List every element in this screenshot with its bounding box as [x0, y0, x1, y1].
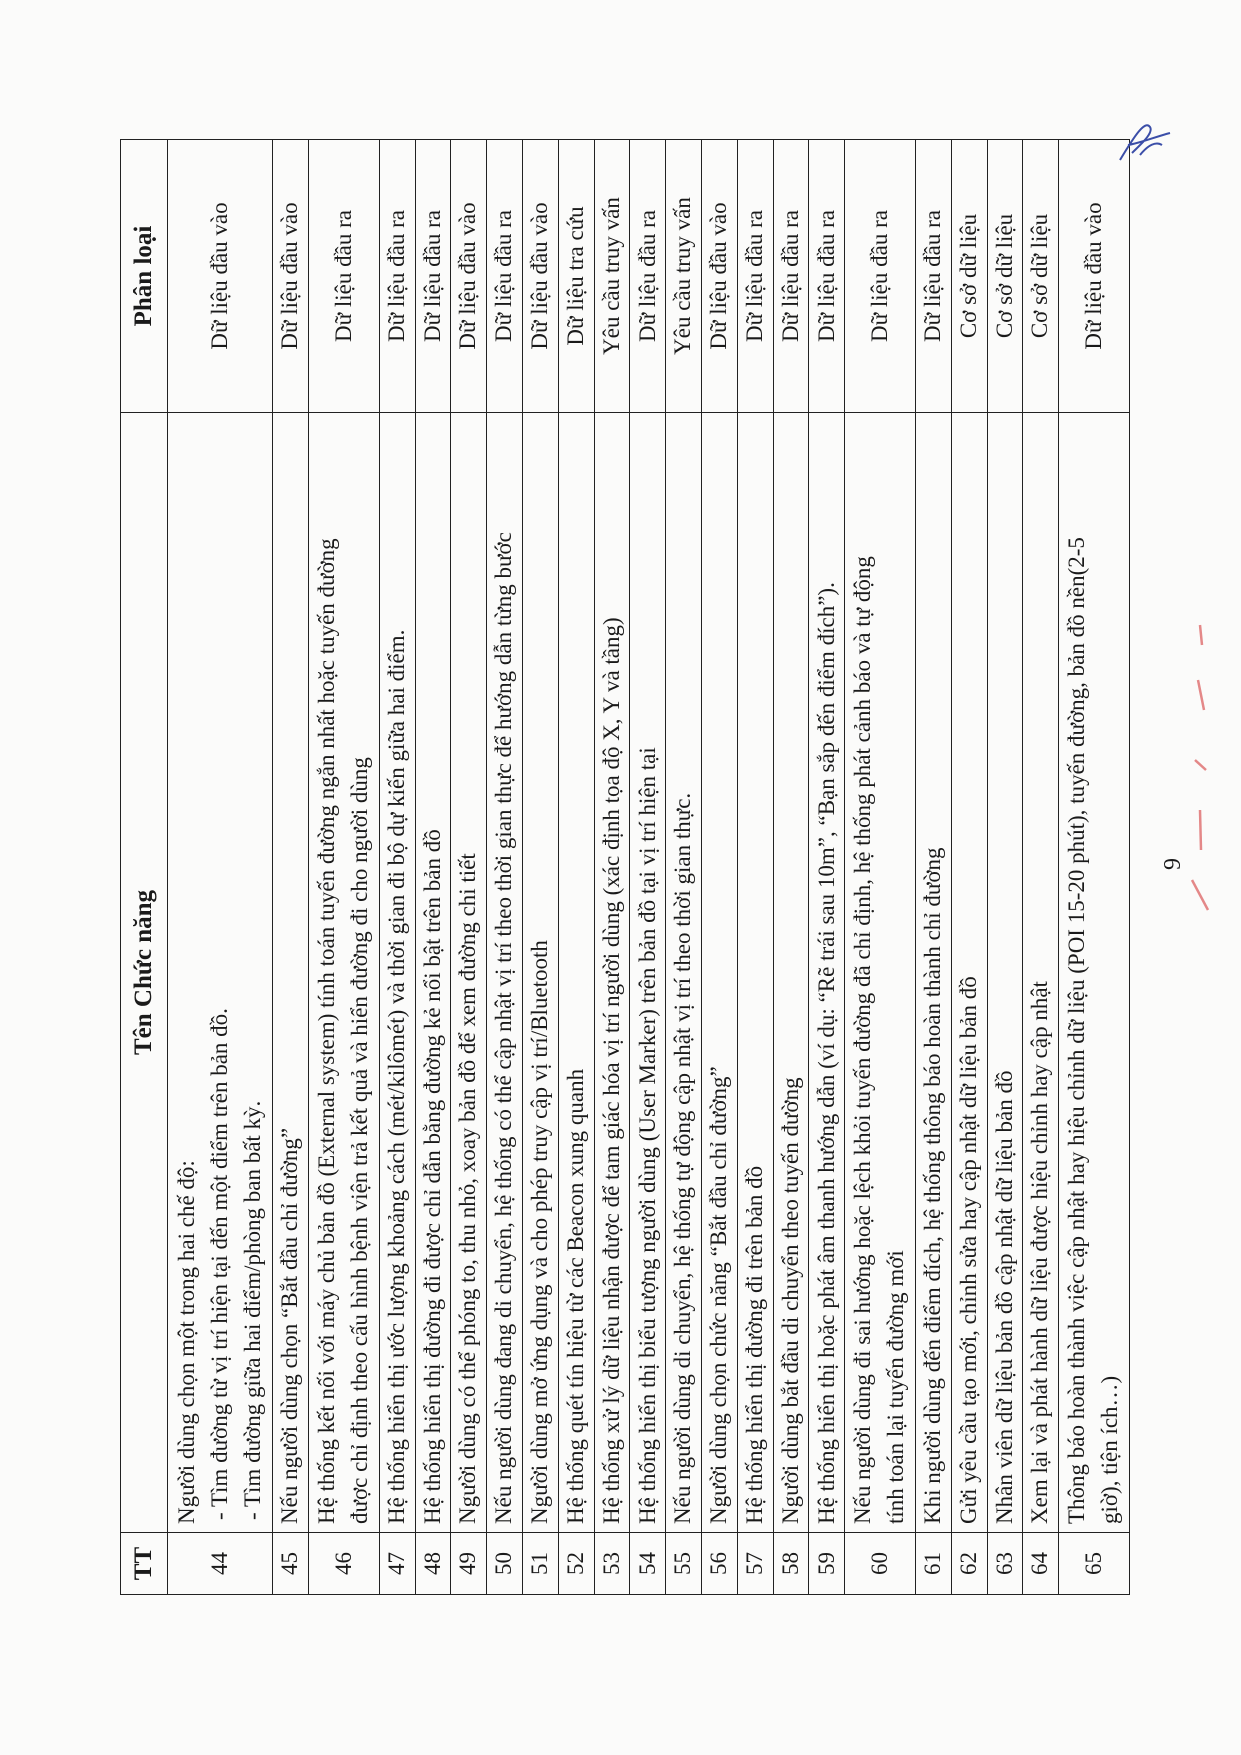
function-name-line: Hệ thống hiển thị đường đi trên bản đồ [741, 1165, 767, 1524]
function-name-line: Khi người dùng đến điểm đích, hệ thống thông báo hoàn thành chỉ đường [919, 847, 945, 1524]
row-number: 61 [915, 1533, 951, 1595]
stamp-fragment [1180, 620, 1220, 920]
function-name-line: Nhân viên dữ liệu bản đồ cập nhật dữ liệu bản đồ [991, 1070, 1017, 1524]
row-number: 49 [451, 1533, 487, 1595]
function-category: Dữ liệu đầu vào [1059, 140, 1130, 413]
function-name-line: Nếu người dùng đi sai hướng hoặc lệch khỏi tuyến đường đã chỉ định, hệ thống phát cảnh báo và tự động [850, 556, 876, 1524]
row-number: 54 [630, 1533, 666, 1595]
table-row [168, 140, 273, 1595]
table-row [630, 140, 666, 1595]
table-body [168, 140, 1130, 1595]
function-category: Dữ liệu đầu ra [630, 140, 666, 413]
function-name-line: giờ), tiện ích…) [1097, 1375, 1123, 1524]
function-name-line: - Tìm đường giữa hai điểm/phòng ban bất kỳ. [239, 1100, 265, 1520]
function-name [379, 413, 415, 1533]
row-number: 46 [309, 1533, 380, 1595]
function-category: Dữ liệu đầu ra [309, 140, 380, 413]
functions-table [120, 139, 1130, 1595]
function-name-line: Nếu người dùng di chuyển, hệ thống tự động cập nhật vị trí theo thời gian thực. [670, 792, 696, 1524]
row-number: 51 [522, 1533, 558, 1595]
function-name-line: Hệ thống kết nối với máy chủ bản đồ (External system) tính toán tuyến đường ngắn nhất hoặc tuyến đường [314, 538, 340, 1524]
function-name [915, 413, 951, 1533]
function-name [168, 413, 273, 1533]
function-category: Dữ liệu đầu ra [773, 140, 809, 413]
function-name [773, 413, 809, 1533]
function-name [987, 413, 1023, 1533]
row-number: 65 [1059, 1533, 1130, 1595]
function-name [451, 413, 487, 1533]
signature-mark [1110, 115, 1180, 175]
rotated-page [120, 140, 1130, 1595]
function-name-line: Người dùng mở ứng dụng và cho phép truy cập vị trí/Bluetooth [527, 940, 553, 1524]
function-name [737, 413, 773, 1533]
table-row [1059, 140, 1130, 1595]
table-row [379, 140, 415, 1595]
function-category: Cơ sở dữ liệu [951, 140, 987, 413]
table-row [273, 140, 309, 1595]
table-row [1023, 140, 1059, 1595]
function-name [630, 413, 666, 1533]
function-name-line: Hệ thống quét tín hiệu từ các Beacon xung quanh [562, 1068, 588, 1524]
table-header-row [121, 140, 168, 1595]
function-name [594, 413, 630, 1533]
table-row [987, 140, 1023, 1595]
function-name-line: Hệ thống hiển thị biểu tượng người dùng (User Marker) trên bản đồ tại vị trí hiện tại [634, 747, 660, 1524]
function-name [415, 413, 451, 1533]
table-row [487, 140, 523, 1595]
function-category: Dữ liệu đầu ra [487, 140, 523, 413]
function-name-line: Người dùng chọn chức năng “Bắt đầu chỉ đường” [706, 1066, 732, 1524]
function-name-line: - Tìm đường từ vị trí hiện tại đến một điểm trên bản đồ. [206, 1008, 232, 1520]
function-category: Dữ liệu đầu ra [845, 140, 916, 413]
function-name-line: tính toán lại tuyến đường mới [883, 1250, 909, 1524]
function-category: Cơ sở dữ liệu [987, 140, 1023, 413]
row-number: 45 [273, 1533, 309, 1595]
function-name [487, 413, 523, 1533]
function-name-line: Xem lại và phát hành dữ liệu được hiệu chỉnh hay cập nhật [1027, 981, 1053, 1524]
table-row [415, 140, 451, 1595]
row-number: 56 [702, 1533, 738, 1595]
function-category: Dữ liệu tra cứu [558, 140, 594, 413]
row-number: 58 [773, 1533, 809, 1595]
function-name-line: Nếu người dùng đang di chuyển, hệ thống có thể cập nhật vị trí theo thời gian thực để hướng dẫn từng bước [491, 532, 517, 1524]
table-row [309, 140, 380, 1595]
function-category: Yêu cầu truy vấn [594, 140, 630, 413]
function-category: Dữ liệu đầu ra [379, 140, 415, 413]
table-row [522, 140, 558, 1595]
table-row [666, 140, 702, 1595]
function-name [951, 413, 987, 1533]
function-category: Dữ liệu đầu vào [702, 140, 738, 413]
function-category: Yêu cầu truy vấn [666, 140, 702, 413]
function-name-line: Người dùng bắt đầu di chuyển theo tuyến đường [777, 1077, 803, 1524]
row-number: 55 [666, 1533, 702, 1595]
function-category: Dữ liệu đầu vào [168, 140, 273, 413]
function-name [845, 413, 916, 1533]
function-name-line: Hệ thống hiển thị đường đi được chỉ dẫn bằng đường kẻ nổi bật trên bản đồ [419, 829, 445, 1524]
table-row [702, 140, 738, 1595]
function-name-line: được chỉ định theo cấu hình bệnh viện trả kết quả và hiển đường đi cho người dùng [346, 757, 372, 1524]
function-name [1059, 413, 1130, 1533]
row-number: 62 [951, 1533, 987, 1595]
table-row [915, 140, 951, 1595]
page-number: 9 [1160, 858, 1186, 870]
row-number: 52 [558, 1533, 594, 1595]
function-name-line: Nếu người dùng chọn “Bắt đầu chỉ đường” [277, 1127, 303, 1524]
table-row [951, 140, 987, 1595]
table-row [594, 140, 630, 1595]
function-category: Dữ liệu đầu ra [915, 140, 951, 413]
function-name [666, 413, 702, 1533]
row-number: 64 [1023, 1533, 1059, 1595]
function-category: Cơ sở dữ liệu [1023, 140, 1059, 413]
function-category: Dữ liệu đầu ra [809, 140, 845, 413]
function-name [558, 413, 594, 1533]
row-number: 53 [594, 1533, 630, 1595]
row-number: 47 [379, 1533, 415, 1595]
function-name [1023, 413, 1059, 1533]
function-name-line: Người dùng chọn một trong hai chế độ: [174, 1160, 200, 1524]
row-number: 50 [487, 1533, 523, 1595]
row-number: 44 [168, 1533, 273, 1595]
row-number: 59 [809, 1533, 845, 1595]
table-row [558, 140, 594, 1595]
table-row [809, 140, 845, 1595]
function-name [273, 413, 309, 1533]
header-name: Tên Chức năng [121, 413, 168, 1533]
function-name [809, 413, 845, 1533]
row-number: 57 [737, 1533, 773, 1595]
function-category: Dữ liệu đầu vào [451, 140, 487, 413]
table-row [737, 140, 773, 1595]
function-category: Dữ liệu đầu ra [737, 140, 773, 413]
function-name-line: Hệ thống hiển thị hoặc phát âm thanh hướng dẫn (ví dụ: “Rẽ trái sau 10m”, “Bạn sắp đến điểm đích”). [813, 582, 839, 1524]
function-name-line: Hệ thống xử lý dữ liệu nhận được để tam giác hóa vị trí người dùng (xác định tọa độ X, Y và tầng) [598, 617, 624, 1524]
function-name [309, 413, 380, 1533]
function-name-line: Thông báo hoàn thành việc cập nhật hay hiệu chỉnh dữ liệu (POI 15-20 phút), tuyến đường, bản đồ nền(2-5 [1064, 537, 1090, 1524]
table-row [451, 140, 487, 1595]
header-category: Phân loại [121, 140, 168, 413]
function-name-line: Hệ thống hiển thị ước lượng khoảng cách (mét/kilômét) và thời gian đi bộ dự kiến giữa hai điểm. [383, 629, 409, 1524]
row-number: 63 [987, 1533, 1023, 1595]
function-category: Dữ liệu đầu vào [522, 140, 558, 413]
table-row [773, 140, 809, 1595]
function-category: Dữ liệu đầu ra [415, 140, 451, 413]
function-name [522, 413, 558, 1533]
function-name-line: Gửi yêu cầu tạo mới, chỉnh sửa hay cập nhật dữ liệu bản đồ [955, 976, 981, 1524]
row-number: 48 [415, 1533, 451, 1595]
function-name-line: Người dùng có thể phóng to, thu nhỏ, xoay bản đồ để xem đường chi tiết [455, 853, 481, 1524]
table-row [845, 140, 916, 1595]
header-tt: TT [121, 1533, 168, 1595]
function-category: Dữ liệu đầu vào [273, 140, 309, 413]
function-name [702, 413, 738, 1533]
row-number: 60 [845, 1533, 916, 1595]
